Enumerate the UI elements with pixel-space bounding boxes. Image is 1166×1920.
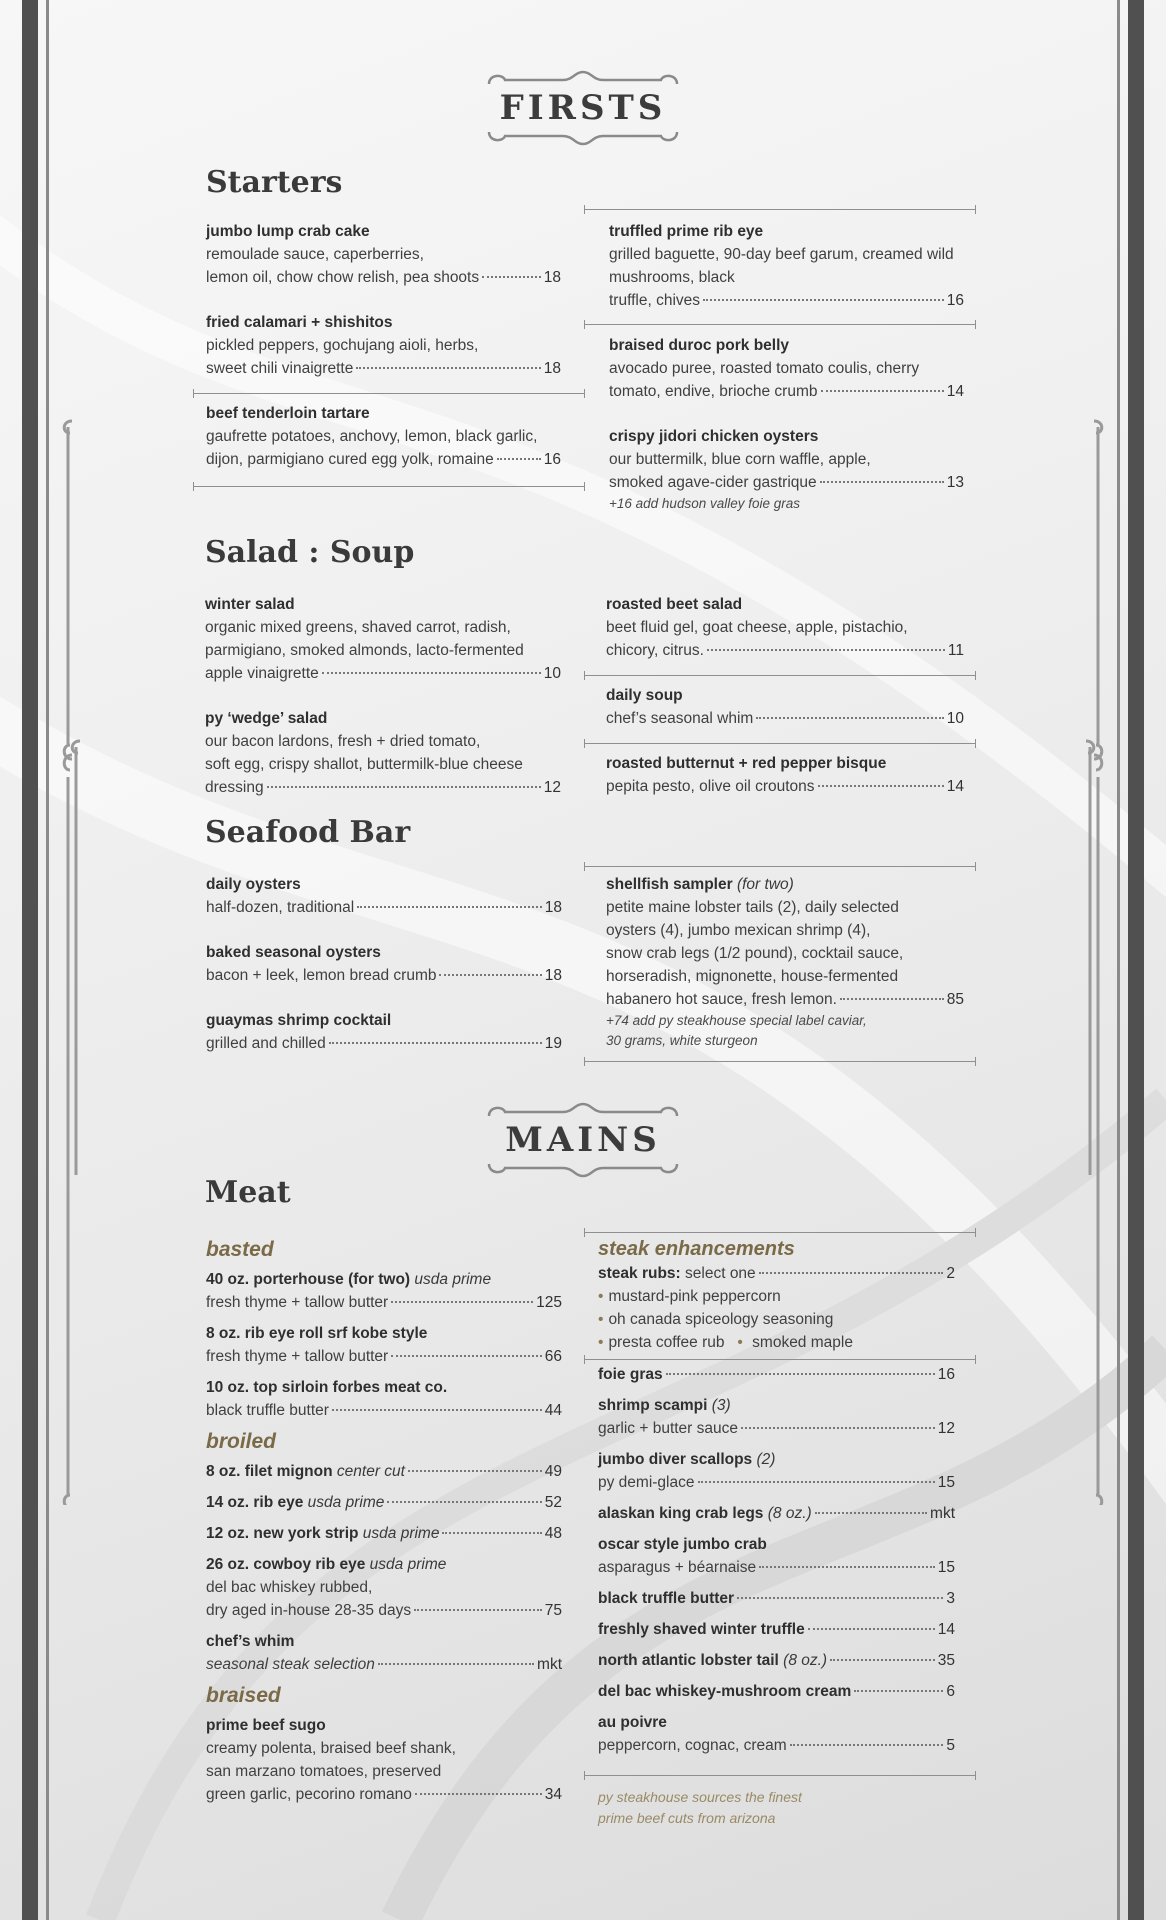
item-qualifier: (3) — [711, 1397, 731, 1414]
item-desc: grilled baguette, 90-day beef garum, creamed wild — [609, 246, 954, 263]
item-name: 8 oz. rib eye roll srf kobe style — [206, 1325, 428, 1342]
item-price: 44 — [544, 1402, 562, 1419]
menu-item-shrimp-cocktail — [206, 1009, 562, 1055]
item-desc: garlic + butter sauce — [598, 1420, 739, 1437]
item-price: 15 — [937, 1474, 955, 1491]
item-price: 10 — [543, 665, 561, 682]
divider — [584, 1775, 976, 1776]
item-price: 18 — [543, 269, 561, 286]
item-note: 30 grams, white sturgeon — [606, 1033, 758, 1048]
item-name: guaymas shrimp cocktail — [206, 1012, 392, 1029]
item-desc: beet fluid gel, goat cheese, apple, pistachio, — [606, 619, 908, 636]
divider — [584, 1232, 976, 1233]
item-price: 85 — [946, 991, 964, 1008]
item-desc: chicory, citrus. — [606, 642, 704, 659]
menu-item-mushroom-cream — [598, 1680, 955, 1703]
item-price: 16 — [543, 451, 561, 468]
menu-item-baked-oysters — [206, 941, 562, 987]
menu-item-rib-eye — [206, 1491, 562, 1514]
menu-item-king-crab-legs — [598, 1502, 955, 1525]
menu-item-au-poivre — [598, 1711, 955, 1757]
item-desc: soft egg, crispy shallot, buttermilk-blue cheese — [205, 756, 523, 773]
item-price: 75 — [544, 1602, 562, 1619]
mains-title: MAINS — [505, 1120, 661, 1160]
item-desc: smoked agave-cider gastrique — [609, 474, 817, 491]
sourcing-note-line: prime beef cuts from arizona — [598, 1810, 776, 1826]
menu-item-crab-cake — [206, 220, 561, 289]
menu-item-bisque — [606, 752, 964, 798]
item-desc: grilled and chilled — [206, 1035, 326, 1052]
item-name: freshly shaved winter truffle — [598, 1621, 805, 1638]
item-name: steak rubs: — [598, 1265, 681, 1282]
item-name: 12 oz. new york strip — [206, 1525, 359, 1542]
item-price: 66 — [544, 1348, 562, 1365]
bullet-icon: • — [598, 1288, 604, 1305]
item-price: 2 — [946, 1265, 955, 1282]
item-desc: apple vinaigrette — [205, 665, 319, 682]
right-inner-border — [1117, 0, 1120, 1920]
broiled-heading: broiled — [206, 1430, 277, 1453]
menu-item-porterhouse — [206, 1268, 562, 1314]
item-price: 52 — [544, 1494, 562, 1511]
item-name: alaskan king crab legs — [598, 1505, 764, 1522]
menu-item-cowboy-rib-eye — [206, 1553, 562, 1622]
item-desc: san marzano tomatoes, preserved — [206, 1763, 442, 1780]
item-desc: dressing — [205, 779, 264, 796]
menu-item-daily-oysters — [206, 873, 562, 919]
divider — [584, 1359, 976, 1360]
menu-item-lobster-tail — [598, 1649, 955, 1672]
item-price: 13 — [946, 474, 964, 491]
item-qualifier: (for two) — [736, 876, 794, 893]
starters-left-column — [206, 220, 561, 471]
right-border — [1128, 0, 1144, 1920]
meat-title: Meat — [205, 1175, 291, 1210]
left-inner-border — [46, 0, 49, 1920]
item-price: 6 — [946, 1683, 955, 1700]
item-desc: snow crab legs (1/2 pound), cocktail sauce, — [606, 945, 904, 962]
item-desc: our bacon lardons, fresh + dried tomato, — [205, 733, 481, 750]
item-desc: creamy polenta, braised beef shank, — [206, 1740, 456, 1757]
seafood-right-column — [606, 873, 964, 1051]
item-name: shrimp scampi — [598, 1397, 708, 1414]
item-price: 3 — [946, 1590, 955, 1607]
item-name: braised duroc pork belly — [609, 337, 790, 354]
item-desc: avocado puree, roasted tomato coulis, cherry — [609, 360, 920, 377]
firsts-title: FIRSTS — [499, 88, 667, 128]
item-price: 14 — [946, 778, 964, 795]
menu-item-diver-scallops — [598, 1448, 955, 1494]
item-desc: habanero hot sauce, fresh lemon. — [606, 991, 837, 1008]
left-border — [22, 0, 38, 1920]
salad-soup-title: Salad : Soup — [205, 535, 415, 570]
menu-item-winter-truffle — [598, 1618, 955, 1641]
menu-item-top-sirloin — [206, 1376, 562, 1422]
item-desc: gaufrette potatoes, anchovy, lemon, black garlic, — [206, 428, 538, 445]
enhancements-column — [598, 1236, 955, 1354]
item-desc: petite maine lobster tails (2), daily selected — [606, 899, 899, 916]
item-desc: pepita pesto, olive oil croutons — [606, 778, 815, 795]
item-note: +74 add py steakhouse special label caviar, — [606, 1013, 867, 1028]
item-desc: remoulade sauce, caperberries, — [206, 246, 424, 263]
bullet-icon: • — [598, 1311, 604, 1328]
item-name: au poivre — [598, 1714, 667, 1731]
item-desc: parmigiano, smoked almonds, lacto-fermented — [205, 642, 524, 659]
item-price: 14 — [937, 1621, 955, 1638]
item-desc: tomato, endive, brioche crumb — [609, 383, 818, 400]
item-name: roasted butternut + red pepper bisque — [606, 755, 887, 772]
item-price: 14 — [946, 383, 964, 400]
item-name: shellfish sampler — [606, 876, 733, 893]
item-qualifier: usda prime — [414, 1271, 492, 1288]
item-desc: our buttermilk, blue corn waffle, apple, — [609, 451, 871, 468]
item-desc: peppercorn, cognac, cream — [598, 1737, 787, 1754]
item-name: winter salad — [205, 596, 295, 613]
salad-left-column — [205, 593, 561, 799]
item-name: daily soup — [606, 687, 683, 704]
item-price: 5 — [946, 1737, 955, 1754]
item-name: baked seasonal oysters — [206, 944, 381, 961]
item-name: foie gras — [598, 1366, 663, 1383]
bullet-icon: • — [737, 1334, 743, 1351]
item-name: chef’s whim — [206, 1633, 295, 1650]
rub-option: presta coffee rub — [608, 1334, 725, 1351]
item-desc: seasonal steak selection — [206, 1656, 375, 1673]
item-qualifier: usda prime — [362, 1525, 440, 1542]
menu-item-chefs-whim — [206, 1630, 562, 1676]
item-desc: organic mixed greens, shaved carrot, radish, — [205, 619, 511, 636]
item-desc: dry aged in-house 28-35 days — [206, 1602, 412, 1619]
banner-flourish-top — [483, 70, 683, 88]
divider — [584, 866, 976, 867]
rub-option: smoked maple — [752, 1334, 853, 1351]
item-name: roasted beet salad — [606, 596, 743, 613]
basted-heading: basted — [206, 1238, 274, 1261]
item-price: 16 — [946, 292, 964, 309]
item-desc: mushrooms, black — [609, 269, 735, 286]
item-price: 34 — [544, 1786, 562, 1803]
item-desc: fresh thyme + tallow butter — [206, 1294, 389, 1311]
item-desc: oysters (4), jumbo mexican shrimp (4), — [606, 922, 871, 939]
item-price: 49 — [544, 1463, 562, 1480]
starters-title: Starters — [206, 165, 343, 200]
menu-item-oscar-crab — [598, 1533, 955, 1579]
enhancements-heading: steak enhancements — [598, 1238, 795, 1260]
item-name: jumbo lump crab cake — [206, 223, 370, 240]
item-name: fried calamari + shishitos — [206, 314, 393, 331]
item-price: mkt — [930, 1505, 955, 1522]
item-qualifier: (8 oz.) — [783, 1652, 828, 1669]
item-name: truffled prime rib eye — [609, 223, 764, 240]
item-name: crispy jidori chicken oysters — [609, 428, 819, 445]
item-name: black truffle butter — [598, 1590, 735, 1607]
item-desc: truffle, chives — [609, 292, 701, 309]
item-price: 18 — [543, 360, 561, 377]
item-qualifier: usda prime — [369, 1556, 447, 1573]
item-desc: asparagus + béarnaise — [598, 1559, 757, 1576]
item-desc: pickled peppers, gochujang aioli, herbs, — [206, 337, 479, 354]
item-desc: dijon, parmigiano cured egg yolk, romaine — [206, 451, 494, 468]
item-name: 40 oz. porterhouse (for two) — [206, 1271, 411, 1288]
menu-item-tartare — [206, 402, 561, 471]
item-price: 12 — [543, 779, 561, 796]
bullet-icon: • — [598, 1334, 604, 1351]
item-qualifier: center cut — [336, 1463, 405, 1480]
item-price: 18 — [544, 899, 562, 916]
item-qualifier: (8 oz.) — [767, 1505, 812, 1522]
menu-item-beef-sugo — [206, 1714, 562, 1806]
item-name: 14 oz. rib eye — [206, 1494, 304, 1511]
item-name: north atlantic lobster tail — [598, 1652, 779, 1669]
menu-item-filet-mignon — [206, 1460, 562, 1483]
item-desc: bacon + leek, lemon bread crumb — [206, 967, 437, 984]
rub-option: mustard-pink peppercorn — [608, 1288, 781, 1305]
banner-flourish-bottom — [483, 1160, 683, 1178]
item-name: 10 oz. top sirloin forbes meat co. — [206, 1379, 448, 1396]
item-desc: half-dozen, traditional — [206, 899, 355, 916]
banner-flourish-top — [483, 1102, 683, 1120]
item-name: prime beef sugo — [206, 1717, 326, 1734]
item-price: 11 — [947, 642, 964, 659]
item-price: 125 — [536, 1294, 562, 1311]
item-price: 18 — [544, 967, 562, 984]
seafood-left-column — [206, 873, 562, 1055]
item-name: 8 oz. filet mignon — [206, 1463, 333, 1480]
enhancements-list — [598, 1363, 955, 1757]
item-desc: select one — [685, 1265, 756, 1282]
item-desc: sweet chili vinaigrette — [206, 360, 354, 377]
item-price: 12 — [937, 1420, 955, 1437]
seafood-bar-title: Seafood Bar — [205, 815, 411, 850]
menu-item-calamari — [206, 311, 561, 380]
item-desc: py demi-glace — [598, 1474, 695, 1491]
menu-item-truffle-butter — [598, 1587, 955, 1610]
menu-item-pork-belly — [609, 334, 964, 403]
item-qualifier: (2) — [756, 1451, 776, 1468]
item-price: 48 — [544, 1525, 562, 1542]
sourcing-note — [598, 1787, 802, 1829]
menu-item-chicken-oysters — [609, 425, 964, 514]
item-name: del bac whiskey-mushroom cream — [598, 1683, 852, 1700]
item-price: 35 — [937, 1652, 955, 1669]
item-name: 26 oz. cowboy rib eye — [206, 1556, 366, 1573]
firsts-banner — [0, 70, 1166, 146]
menu-item-beet-salad — [606, 593, 964, 662]
menu-item-wedge-salad — [205, 707, 561, 799]
sourcing-note-line: py steakhouse sources the finest — [598, 1789, 802, 1805]
divider — [584, 209, 976, 210]
menu-item-prime-rib-eye — [609, 220, 964, 312]
banner-flourish-bottom — [483, 128, 683, 146]
menu-item-steak-rubs — [598, 1262, 955, 1354]
item-desc: horseradish, mignonette, house-fermented — [606, 968, 899, 985]
menu-item-daily-soup — [606, 684, 964, 730]
item-price: 19 — [544, 1035, 562, 1052]
menu-item-kobe-rib-eye — [206, 1322, 562, 1368]
menu-item-new-york-strip — [206, 1522, 562, 1545]
menu-item-shellfish-sampler — [606, 873, 964, 1051]
item-desc: black truffle butter — [206, 1402, 329, 1419]
item-desc: lemon oil, chow chow relish, pea shoots — [206, 269, 480, 286]
item-desc: del bac whiskey rubbed, — [206, 1579, 373, 1596]
item-desc: green garlic, pecorino romano — [206, 1786, 412, 1803]
item-price: mkt — [537, 1656, 562, 1673]
meat-left-column — [206, 1236, 562, 1806]
item-name: py ‘wedge’ salad — [205, 710, 328, 727]
menu-item-shrimp-scampi — [598, 1394, 955, 1440]
menu-item-foie-gras — [598, 1363, 955, 1386]
item-price: 16 — [937, 1366, 955, 1383]
item-name: beef tenderloin tartare — [206, 405, 370, 422]
braised-heading: braised — [206, 1684, 281, 1707]
salad-right-column — [606, 593, 964, 798]
starters-right-column — [609, 220, 964, 514]
divider — [193, 486, 585, 487]
item-name: daily oysters — [206, 876, 301, 893]
divider — [584, 1061, 976, 1062]
item-desc: fresh thyme + tallow butter — [206, 1348, 389, 1365]
item-desc: chef’s seasonal whim — [606, 710, 754, 727]
item-name: oscar style jumbo crab — [598, 1536, 767, 1553]
item-qualifier: usda prime — [307, 1494, 385, 1511]
mains-banner — [0, 1102, 1166, 1178]
item-name: jumbo diver scallops — [598, 1451, 753, 1468]
item-price: 10 — [946, 710, 964, 727]
item-note: +16 add hudson valley foie gras — [609, 496, 801, 511]
rub-option: oh canada spiceology seasoning — [608, 1311, 834, 1328]
menu-item-winter-salad — [205, 593, 561, 685]
item-price: 15 — [937, 1559, 955, 1576]
